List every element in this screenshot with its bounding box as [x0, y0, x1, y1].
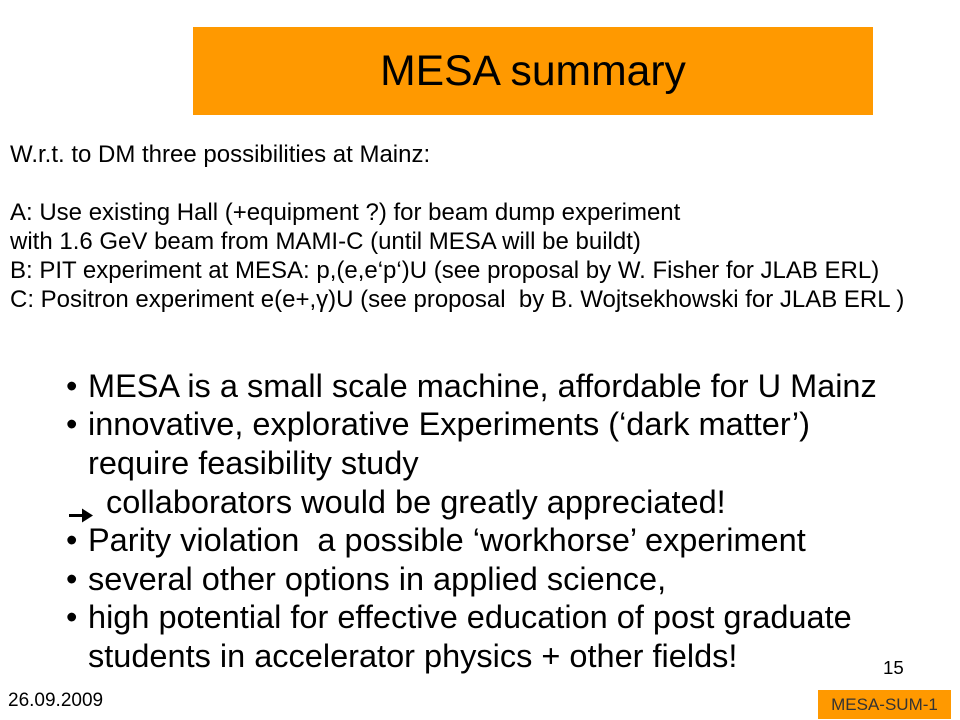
bullet-marker: •	[66, 406, 78, 443]
bullet-text: require feasibility study	[88, 444, 419, 481]
bullet-marker: •	[66, 560, 78, 597]
option-line: A: Use existing Hall (+equipment ?) for beam dump experiment	[10, 198, 681, 226]
intro-heading: W.r.t. to DM three possibilities at Mainz:	[10, 140, 431, 168]
slide-title: MESA summary	[380, 47, 686, 95]
bullet-continuation	[0, 444, 960, 483]
bullet-text: Parity violation a possible ‘workhorse’ experiment	[88, 522, 806, 559]
slide-id-badge: MESA-SUM-1	[818, 690, 951, 719]
slide-date: 26.09.2009	[8, 690, 104, 711]
bullet-text: students in accelerator physics + other fields!	[88, 637, 738, 674]
bullet-text: MESA is a small scale machine, affordable for U Mainz	[88, 367, 877, 404]
bullet-text: several other options in applied science,	[88, 560, 667, 597]
title-banner	[193, 27, 873, 115]
page-number: 15	[883, 657, 904, 678]
bullet-text: innovative, explorative Experiments (‘dark matter’)	[88, 406, 810, 443]
option-line: B: PIT experiment at MESA: p,(e,e‘p‘)U (see proposal by W. Fisher for JLAB ERL)	[10, 256, 880, 284]
bullet-marker: •	[66, 367, 78, 404]
bullet-point	[0, 598, 960, 637]
arrow-right-icon	[69, 494, 93, 511]
arrow-point	[0, 483, 960, 522]
bullet-marker: •	[66, 522, 78, 559]
bullet-text: high potential for effective education of post graduate	[88, 599, 852, 636]
bullet-point	[0, 521, 960, 560]
bullet-point	[0, 367, 960, 406]
option-line: with 1.6 GeV beam from MAMI-C (until MESA will be buildt)	[10, 227, 641, 255]
bullet-continuation	[0, 637, 960, 676]
option-line: C: Positron experiment e(e+,γ)U (see proposal by B. Wojtsekhowski for JLAB ERL )	[10, 285, 905, 313]
bullet-point	[0, 560, 960, 599]
bullet-text: collaborators would be greatly appreciated!	[106, 483, 726, 520]
bullet-point	[0, 405, 960, 444]
bullet-marker: •	[66, 599, 78, 636]
